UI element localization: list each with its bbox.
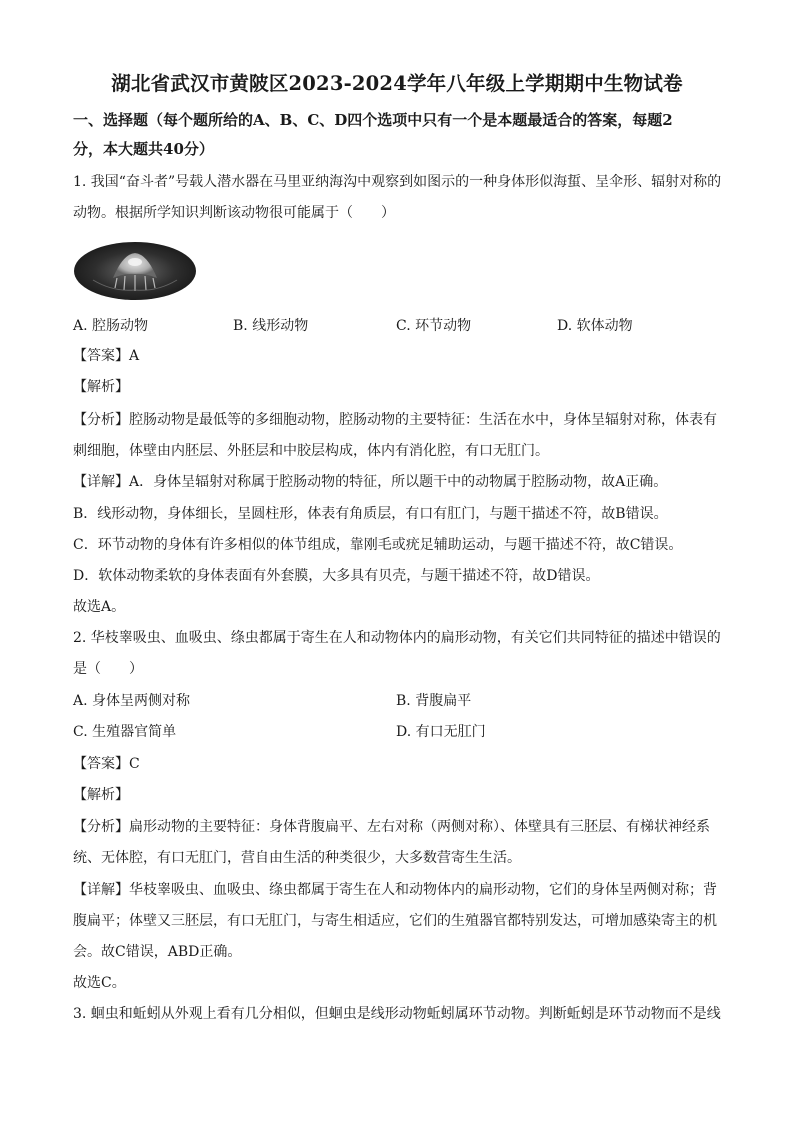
q1-fenxi-line-1: 【分析】腔肠动物是最低等的多细胞动物，腔肠动物的主要特征：生活在水中，身体呈辐射对称，体表有 [73, 412, 717, 428]
q2-conclusion: 故选C。 [73, 975, 126, 991]
page-title: 湖北省武汉市黄陂区2023-2024学年八年级上学期期中生物试卷 [111, 72, 683, 95]
q1-option-a: A. 腔肠动物 [73, 318, 149, 334]
q1-detail-line-1: 【详解】A．身体呈辐射对称属于腔肠动物的特征，所以题干中的动物属于腔肠动物，故A正确。 [73, 474, 668, 490]
q1-detail-line-3: C．环节动物的身体有许多相似的体节组成，靠刚毛或疣足辅助运动，与题干描述不符，故C错误。 [73, 537, 683, 553]
q2-answer: 【答案】C [73, 756, 140, 772]
q1-stem-line-2: 动物。根据所学知识判断该动物很可能属于（ ） [73, 205, 395, 221]
q2-stem-line-2: 是（ ） [73, 661, 143, 677]
q2-option-b: B. 背腹扁平 [396, 693, 472, 709]
q1-option-b: B. 线形动物 [233, 318, 309, 334]
q2-option-c: C. 生殖器官简单 [73, 724, 177, 740]
q1-stem-line-1: 1. 我国“奋斗者”号载人潜水器在马里亚纳海沟中观察到如图示的一种身体形似海蜇、呈伞形、辐射对称的 [73, 174, 722, 190]
q1-fenxi-line-2: 刺细胞，体壁由内胚层、外胚层和中胶层构成，体内有消化腔，有口无肛门。 [73, 443, 549, 459]
jellyfish-photo [73, 240, 198, 302]
q1-detail-line-2: B．线形动物，身体细长，呈圆柱形，体表有角质层，有口有肛门，与题干描述不符，故B错误。 [73, 506, 668, 522]
section-heading-line-2: 分，本大题共40分） [73, 140, 214, 158]
q2-option-d: D. 有口无肛门 [396, 724, 486, 740]
q1-conclusion: 故选A。 [73, 599, 126, 615]
q1-analysis-label: 【解析】 [73, 379, 129, 395]
q2-analysis-label: 【解析】 [73, 787, 129, 803]
q1-detail-line-4: D．软体动物柔软的身体表面有外套膜，大多具有贝壳，与题干描述不符，故D错误。 [73, 568, 600, 584]
q2-fenxi-line-1: 【分析】扁形动物的主要特征：身体背腹扁平、左右对称（两侧对称）、体壁具有三胚层、有梯状神经系 [73, 819, 710, 835]
section-heading-line-1: 一、选择题（每个题所给的A、B、C、D四个选项中只有一个是本题最适合的答案，每题2 [73, 111, 673, 129]
q2-stem-line-1: 2. 华枝睾吸虫、血吸虫、绦虫都属于寄生在人和动物体内的扁形动物，有关它们共同特征的描述中错误的 [73, 630, 721, 646]
q1-answer: 【答案】A [73, 348, 140, 364]
q2-detail-line-2: 腹扁平；体壁又三胚层，有口无肛门，与寄生相适应，它们的生殖器官都特别发达，可增加感染寄主的机 [73, 913, 717, 929]
q2-detail-line-3: 会。故C错误，ABD正确。 [73, 944, 242, 960]
q1-option-d: D. 软体动物 [557, 318, 633, 334]
q1-option-c: C. 环节动物 [396, 318, 472, 334]
q2-option-a: A. 身体呈两侧对称 [73, 693, 191, 709]
q2-fenxi-line-2: 统、无体腔，有口无肛门，营自由生活的种类很少，大多数营寄生生活。 [73, 850, 521, 866]
q3-stem-line-1: 3. 蛔虫和蚯蚓从外观上看有几分相似，但蛔虫是线形动物蚯蚓属环节动物。判断蚯蚓是环节动物而不是线 [73, 1006, 721, 1022]
q2-detail-line-1: 【详解】华枝睾吸虫、血吸虫、绦虫都属于寄生在人和动物体内的扁形动物，它们的身体呈两侧对称；背 [73, 882, 717, 898]
